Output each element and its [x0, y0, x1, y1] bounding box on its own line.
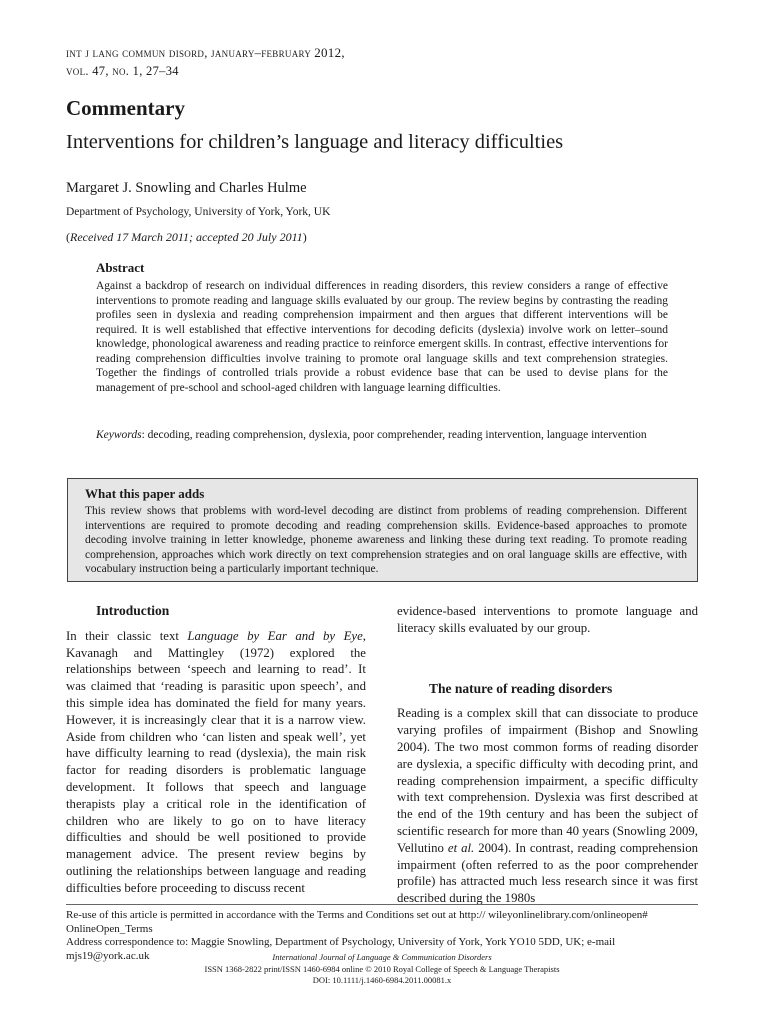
what-this-paper-adds-box: [67, 478, 698, 582]
dates-text: Received 17 March 2011; accepted 20 July 2011: [70, 230, 303, 244]
box-heading: What this paper adds: [85, 486, 205, 501]
journal-name: int j lang commun disord, january–february: [66, 46, 312, 60]
nature-paragraph: [397, 705, 698, 907]
abstract-body: Against a backdrop of research on individual differences in reading disorders, this review considers a range of effective interventions to promote reading and language skills evaluated by our group. The review begins by contrasting the reading profiles seen in dyslexia and reading comprehension impairment and then argues that different interventions will be required. It is well established that effective interventions for decoding deficits (dyslexia) involve work on letter–sound knowledge, phonological awareness and reading practice to reinforce emergent skills. In contrast, effective interventions for reading comprehension difficulties involve training to promote oral language skills and text comprehension strategies. Together the findings of controlled trials provide a robust evidence base that can be used to devise plans for the management of pre-school and school-aged children with language learning difficulties.: [96, 280, 668, 394]
reuse-notice: Re-use of this article is permitted in accordance with the Terms and Conditions set out at http:// wileyonlinelibrary.com/onlineopen# OnlineOpen_Terms: [66, 909, 648, 935]
journal-year: 2012,: [314, 45, 345, 60]
right-column: [397, 603, 698, 907]
intro-text-rest: , Kavanagh and Mattingley (1972) explored the relationships between ‘speech and learning to read’. It was claimed that ‘reading is parasitic upon speech’, and this simple idea has dominated the field for many years. However, it is increasingly clear that it is a narrow view. Aside from children who ‘can listen and speak well’, yet have difficulty learning to read (dyslexia), the main risk factor for reading disorders is problematic language development. It follows that speech and language therapists play a critical role in the identification of children who are likely to go on to have literacy difficulties and should be well positioned to provide management advice. The present review begins by outlining the relationships between language and reading difficulties before proceeding to discuss recent: [66, 628, 366, 895]
article-authors: Margaret J. Snowling and Charles Hulme: [66, 180, 307, 196]
journal-line-1: [66, 44, 345, 63]
received-accepted-dates: (Received 17 March 2011; accepted 20 July 2011): [66, 230, 307, 244]
article-title: Interventions for children’s language and literacy difficulties: [66, 131, 564, 153]
et-al: et al.: [447, 840, 475, 855]
introduction-heading: Introduction: [96, 603, 170, 618]
correspondence-address: Address correspondence to: Maggie Snowling, Department of Psychology, University of York, York YO10 5DD, UK; e-mail mjs19@york.ac.uk: [66, 936, 616, 962]
page-footer: [66, 952, 698, 987]
keywords: Keywords: decoding, reading comprehension, dyslexia, poor comprehender, reading intervention, language intervention: [96, 429, 647, 441]
author-affiliation: Department of Psychology, University of York, York, UK: [66, 206, 331, 218]
footer-journal-name: International Journal of Language & Communication Disorders: [272, 952, 492, 962]
footer-doi: DOI: 10.1111/j.1460-6984.2011.00081.x: [312, 975, 452, 985]
nature-text-start: Reading is a complex skill that can dissociate to produce varying profiles of impairment (Bishop and Snowling 2004). The two most common forms of reading disorder are dyslexia, a specific difficulty with decoding print, and reading comprehension impairment, a specific difficulty with text comprehension. Dyslexia was first described at the end of the 19th century and has been the subject of scientific research for more than 40 years (Snowling 2009, Vellutino: [397, 706, 698, 855]
box-body: This review shows that problems with word-level decoding are distinct from problems of reading comprehension. Different interventions are required to promote decoding and reading comprehension skills. Evidence-based approaches to promote decoding involve training in letter knowledge, phoneme awareness and linking these during text reading. To promote reading comprehension, approaches which work directly on text comprehension strategies and on oral language skills are effective, with vocabulary instruction being a particularly important technique.: [85, 505, 687, 576]
intro-text-start: In their classic text: [66, 628, 188, 643]
book-title: Language by Ear and by Eye: [187, 628, 363, 643]
section-label: Commentary: [66, 96, 185, 120]
footer-issn: ISSN 1368-2822 print/ISSN 1460-6984 online © 2010 Royal College of Speech & Language Therapists: [204, 963, 560, 974]
journal-citation: [66, 44, 345, 80]
keywords-list: decoding, reading comprehension, dyslexia, poor comprehender, reading intervention, language intervention: [147, 429, 647, 441]
left-column: [66, 603, 366, 897]
nature-text-rest: 2004). In contrast, reading comprehension impairment (often referred to as the poor comprehender profile) has attracted much less research since it was first described during the 1980s: [397, 840, 699, 906]
keywords-label: Keywords: [96, 429, 142, 441]
journal-volume: vol. 47, no. 1, 27–34: [66, 64, 179, 78]
introduction-paragraph: [66, 628, 366, 897]
introduction-continuation: evidence-based interventions to promote language and literacy skills evaluated by our group.: [397, 604, 698, 635]
abstract-heading: Abstract: [96, 260, 145, 275]
nature-heading: The nature of reading disorders: [429, 680, 613, 696]
